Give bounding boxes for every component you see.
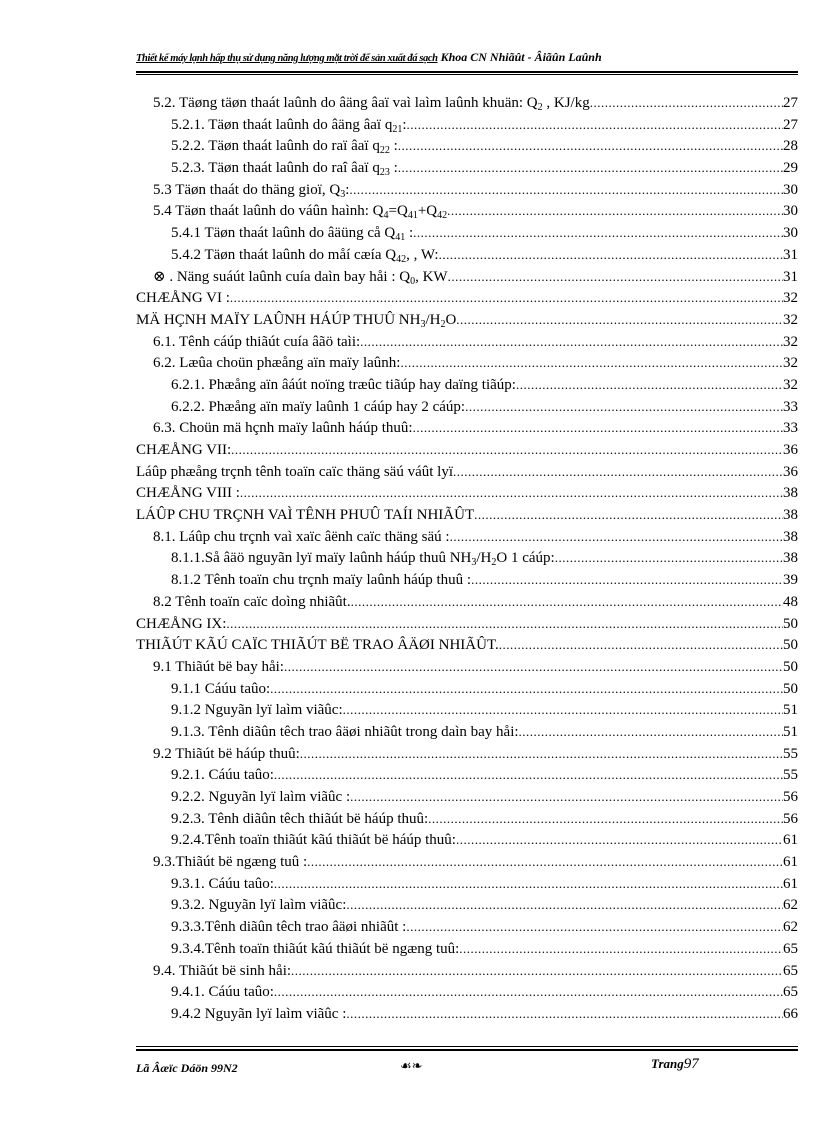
toc-entry[interactable] bbox=[136, 331, 798, 353]
toc-entry-title: 9.1.1 Cáúu taûo: bbox=[171, 680, 271, 697]
toc-leader-dots bbox=[360, 331, 783, 353]
toc-page-number: 30 bbox=[783, 203, 798, 220]
toc-entry[interactable] bbox=[136, 526, 798, 548]
toc-leader-dots bbox=[350, 786, 783, 808]
toc-entry[interactable] bbox=[136, 352, 798, 374]
toc-entry[interactable] bbox=[136, 699, 798, 721]
toc-entry[interactable] bbox=[136, 114, 798, 136]
toc-entry-title: 8.1. Láûp chu trçnh vaì xaïc âënh caïc thäng säú : bbox=[153, 528, 450, 545]
footer-author: Lã Âæïc Dáön 99N2 bbox=[136, 1061, 238, 1075]
toc-entry-title: 6.2.2. Phæång aïn maïy laûnh 1 cáúp hay 2 cáúp: bbox=[171, 398, 466, 415]
toc-leader-dots bbox=[407, 114, 784, 136]
toc-leader-dots bbox=[555, 547, 783, 569]
toc-entry-title: Láûp phæång trçnh tênh toaïn caïc thäng säú váût lyï bbox=[136, 463, 453, 480]
toc-page-number: 29 bbox=[783, 160, 798, 177]
toc-leader-dots bbox=[499, 634, 783, 656]
toc-entry[interactable] bbox=[136, 851, 798, 873]
toc-page-number: 51 bbox=[783, 702, 798, 719]
toc-page-number: 61 bbox=[783, 854, 798, 871]
toc-entry[interactable] bbox=[136, 743, 798, 765]
toc-page-number: 30 bbox=[783, 181, 798, 198]
toc-leader-dots bbox=[349, 179, 783, 201]
footer-page-number: 97 bbox=[683, 1056, 699, 1072]
toc-page-number: 50 bbox=[783, 615, 798, 632]
toc-entry-title: 5.2.2. Täøn thaát laûnh do raï âaï $q_{22}$ : bbox=[171, 138, 398, 157]
toc-entry-title: 9.2.3. Tênh diãûn têch thiãút bë háúp thuû: bbox=[171, 810, 429, 827]
toc-entry[interactable] bbox=[136, 656, 798, 678]
footer-rule-thin bbox=[136, 1046, 798, 1047]
toc-entry[interactable] bbox=[136, 374, 798, 396]
toc-entry[interactable] bbox=[136, 678, 798, 700]
toc-page-number: 51 bbox=[783, 723, 798, 740]
toc-leader-dots bbox=[413, 417, 783, 439]
toc-entry-title: 8.2 Tênh toaïn caïc doìng nhiãût. bbox=[153, 593, 351, 610]
toc-entry[interactable] bbox=[136, 634, 798, 656]
toc-leader-dots bbox=[300, 743, 783, 765]
toc-page-number: 32 bbox=[783, 376, 798, 393]
toc-page-number: 36 bbox=[783, 442, 798, 458]
toc-entry[interactable] bbox=[136, 461, 798, 483]
toc-leader-dots bbox=[450, 526, 783, 548]
toc-entry[interactable] bbox=[136, 960, 798, 982]
toc-page-number: 48 bbox=[783, 593, 798, 610]
page-header bbox=[136, 50, 796, 70]
toc-entry[interactable] bbox=[136, 829, 798, 851]
header-department: Khoa CN Nhiãût - Âiãûn Laûnh bbox=[440, 50, 602, 64]
toc-leader-dots bbox=[456, 309, 783, 331]
toc-entry-title: THIÃÚT KÃÚ CAÏC THIÃÚT BË TRAO ÂÄØI NHIÃÛT. bbox=[136, 637, 499, 654]
toc-entry[interactable] bbox=[136, 266, 798, 288]
toc-leader-dots bbox=[274, 873, 783, 895]
toc-entry[interactable] bbox=[136, 222, 798, 244]
toc-page-number: 31 bbox=[783, 268, 798, 285]
toc-entry-title: 9.2 Thiãút bë háúp thuû: bbox=[153, 745, 300, 762]
toc-entry-title: 8.1.2 Tênh toaïn chu trçnh maïy laûnh háúp thuû : bbox=[171, 572, 472, 589]
toc-entry[interactable] bbox=[136, 244, 798, 266]
toc-leader-dots bbox=[453, 461, 783, 483]
toc-entry-title: 6.3. Choün mä hçnh maïy laûnh háúp thuû: bbox=[153, 420, 413, 437]
toc-entry-title: CHÆÅNG VII: bbox=[136, 442, 232, 458]
toc-page-number: 62 bbox=[783, 919, 798, 936]
toc-entry[interactable] bbox=[136, 309, 798, 331]
toc-entry-title: 9.3.3.Tênh diãûn têch trao âäøi nhiãût : bbox=[171, 919, 407, 936]
toc-entry-title: 5.4.1 Täøn thaát laûnh do âäüng cå $Q_{41}$ : bbox=[171, 225, 414, 244]
toc-page-number: 65 bbox=[783, 940, 798, 957]
toc-page-number: 50 bbox=[783, 658, 798, 675]
toc-leader-dots bbox=[274, 764, 783, 786]
toc-entry-title: ⊗ . Näng suáút laûnh cuía daìn bay håi : $Q_0$, KW bbox=[153, 268, 448, 287]
toc-leader-dots bbox=[400, 352, 783, 374]
toc-leader-dots bbox=[231, 439, 783, 461]
toc-entry[interactable] bbox=[136, 1003, 798, 1025]
toc-leader-dots bbox=[398, 135, 783, 157]
toc-entry[interactable] bbox=[136, 808, 798, 830]
header-title: Thiết kế máy lạnh hấp thụ sử dụng năng lượng mặt trời để sản xuất đá sạch bbox=[136, 53, 438, 64]
toc-entry[interactable] bbox=[136, 200, 798, 222]
toc-leader-dots bbox=[284, 656, 783, 678]
toc-leader-dots bbox=[519, 721, 783, 743]
toc-leader-dots bbox=[448, 266, 783, 288]
toc-leader-dots bbox=[398, 157, 783, 179]
toc-page-number: 27 bbox=[783, 116, 798, 133]
toc-page-number: 55 bbox=[783, 767, 798, 784]
toc-entry-title: 9.1 Thiãút bë bay håi: bbox=[153, 658, 284, 675]
toc-entry-title: 6.2.1. Phæång aïn âáút noïng træûc tiãúp hay daïng tiãúp: bbox=[171, 376, 516, 393]
toc-entry-title: 9.2.4.Tênh toaïn thiãút kãú thiãút bë háúp thuû: bbox=[171, 832, 456, 849]
toc-entry[interactable] bbox=[136, 569, 798, 591]
toc-leader-dots bbox=[274, 981, 783, 1003]
toc-entry[interactable] bbox=[136, 721, 798, 743]
toc-entry[interactable] bbox=[136, 873, 798, 895]
toc-entry[interactable] bbox=[136, 396, 798, 418]
toc-entry-title: 6.1. Tênh cáúp thiãút cuía âãö taìi: bbox=[153, 333, 361, 350]
toc-page-number: 38 bbox=[783, 507, 798, 524]
toc-page-number: 33 bbox=[783, 398, 798, 415]
header-rule-thin bbox=[136, 74, 798, 75]
toc-entry-title: 9.1.2 Nguyãn lyï laìm viãûc: bbox=[171, 702, 343, 719]
toc-entry[interactable] bbox=[136, 786, 798, 808]
toc-entry-title: 9.3.2. Nguyãn lyï laìm viãûc: bbox=[171, 897, 347, 914]
toc-entry[interactable] bbox=[136, 613, 798, 635]
footer-ornament: ☙❧ bbox=[400, 1058, 423, 1073]
toc-leader-dots bbox=[240, 482, 783, 504]
toc-page-number: 38 bbox=[783, 550, 798, 567]
toc-entry[interactable] bbox=[136, 504, 798, 526]
toc-entry[interactable] bbox=[136, 764, 798, 786]
toc-page-number: 32 bbox=[783, 290, 798, 307]
toc-leader-dots bbox=[413, 222, 783, 244]
toc-page-number: 61 bbox=[783, 832, 798, 849]
toc-page-number: 56 bbox=[783, 810, 798, 827]
toc-entry[interactable] bbox=[136, 92, 798, 114]
toc-entry-title: 9.4.1. Cáúu taûo: bbox=[171, 984, 274, 1001]
toc-entry-title: 9.3.1. Cáúu taûo: bbox=[171, 875, 274, 892]
toc-entry-title: 9.1.3. Tênh diãûn têch trao âäøi nhiãût trong daìn bay håi: bbox=[171, 723, 519, 740]
toc-leader-dots bbox=[307, 851, 783, 873]
toc-page-number: 31 bbox=[783, 246, 798, 263]
toc-entry-title: CHÆÅNG IX: bbox=[136, 615, 227, 632]
toc-entry[interactable] bbox=[136, 417, 798, 439]
toc-leader-dots bbox=[351, 591, 783, 613]
toc-page-number: 32 bbox=[783, 355, 798, 372]
toc-entry[interactable] bbox=[136, 179, 798, 201]
toc-page-number: 61 bbox=[783, 875, 798, 892]
header-rule bbox=[136, 71, 798, 73]
toc-leader-dots bbox=[439, 244, 783, 266]
toc-entry-title: 9.2.1. Cáúu taûo: bbox=[171, 767, 274, 784]
toc-entry-title: 9.3.Thiãút bë ngæng tuû : bbox=[153, 854, 308, 871]
toc-page-number: 56 bbox=[783, 789, 798, 805]
table-of-contents bbox=[136, 92, 798, 1025]
toc-entry-title: 5.4 Täøn thaát laûnh do váûn haình: $Q_4=Q_{41}+Q_{42}$ bbox=[153, 203, 448, 222]
toc-entry-title: 6.2. Læûa choün phæång aïn maïy laûnh: bbox=[153, 355, 401, 372]
toc-entry-title: 9.3.4.Tênh toaïn thiãút kãú thiãút bë ngæng tuû: bbox=[171, 940, 460, 957]
footer-page bbox=[651, 1056, 699, 1073]
toc-entry-title: CHÆÅNG VIII : bbox=[136, 485, 240, 502]
toc-entry-title: 5.4.2 Täøn thaát laûnh do måí cæía $Q_{42}$, , W: bbox=[171, 246, 439, 265]
toc-leader-dots bbox=[346, 894, 783, 916]
toc-entry[interactable] bbox=[136, 591, 798, 613]
toc-page-number: 50 bbox=[783, 637, 798, 654]
toc-entry[interactable] bbox=[136, 981, 798, 1003]
toc-page-number: 55 bbox=[783, 745, 798, 762]
toc-entry[interactable] bbox=[136, 482, 798, 504]
toc-page-number: 27 bbox=[783, 95, 798, 111]
toc-leader-dots bbox=[230, 287, 783, 309]
toc-entry-title: CHÆÅNG VI : bbox=[136, 290, 230, 307]
toc-entry-title: 5.2. Täøng täøn thaát laûnh do âäng âaï vaì laìm laûnh khuän: $Q_2$ , KJ/kg bbox=[153, 95, 590, 113]
toc-leader-dots bbox=[459, 938, 783, 960]
toc-page-number: 38 bbox=[783, 485, 798, 502]
toc-page-number: 32 bbox=[783, 333, 798, 350]
toc-leader-dots bbox=[226, 613, 783, 635]
toc-entry[interactable] bbox=[136, 938, 798, 960]
toc-page-number: 66 bbox=[783, 1005, 798, 1022]
toc-entry[interactable] bbox=[136, 135, 798, 157]
toc-page-number: 28 bbox=[783, 138, 798, 155]
toc-entry[interactable] bbox=[136, 287, 798, 309]
toc-page-number: 62 bbox=[783, 897, 798, 914]
toc-leader-dots bbox=[428, 808, 783, 830]
toc-page-number: 50 bbox=[783, 680, 798, 697]
toc-leader-dots bbox=[270, 678, 783, 700]
toc-page-number: 65 bbox=[783, 984, 798, 1001]
toc-entry[interactable] bbox=[136, 547, 798, 569]
toc-leader-dots bbox=[474, 504, 783, 526]
toc-leader-dots bbox=[456, 829, 783, 851]
toc-leader-dots bbox=[516, 374, 783, 396]
toc-leader-dots bbox=[465, 396, 783, 418]
toc-entry-title: 9.2.2. Nguyãn lyï laìm viãûc : bbox=[171, 789, 351, 805]
toc-leader-dots bbox=[447, 200, 783, 222]
toc-entry[interactable] bbox=[136, 894, 798, 916]
toc-page-number: 36 bbox=[783, 463, 798, 480]
toc-entry-title: 8.1.1.Så âäö nguyãn lyï maïy laûnh háúp thuû $NH_3/H_2O$ 1 cáúp: bbox=[171, 550, 555, 569]
toc-page-number: 65 bbox=[783, 962, 798, 979]
footer-page-label: Trang bbox=[651, 1056, 684, 1071]
toc-entry-title: MÄ HÇNH MAÏY LAÛNH HÁÚP THUÛ $NH_3/H_2O$ bbox=[136, 311, 457, 330]
toc-page-number: 39 bbox=[783, 572, 798, 589]
toc-entry-title: 5.2.3. Täøn thaát laûnh do raî âaï $q_{23}$ : bbox=[171, 160, 398, 179]
toc-leader-dots bbox=[590, 92, 783, 114]
footer-rule bbox=[136, 1049, 798, 1051]
toc-leader-dots bbox=[471, 569, 783, 591]
toc-entry[interactable] bbox=[136, 157, 798, 179]
toc-entry-title: 5.2.1. Täøn thaát laûnh do âäng âaï $q_{21}$: bbox=[171, 116, 407, 135]
toc-entry[interactable] bbox=[136, 439, 798, 461]
toc-leader-dots bbox=[406, 916, 783, 938]
toc-entry[interactable] bbox=[136, 916, 798, 938]
toc-entry-title: 5.3 Täøn thaát do thäng gioï, $Q_3$: bbox=[153, 181, 350, 200]
toc-entry-title: LÁÛP CHU TRÇNH VAÌ TÊNH PHUÛ TAÍI NHIÃÛT bbox=[136, 507, 475, 524]
toc-entry-title: 9.4. Thiãút bë sinh håi: bbox=[153, 962, 292, 979]
toc-page-number: 32 bbox=[783, 311, 798, 328]
toc-page-number: 30 bbox=[783, 225, 798, 242]
toc-entry-title: 9.4.2 Nguyãn lyï laìm viãûc : bbox=[171, 1005, 347, 1022]
toc-leader-dots bbox=[343, 699, 783, 721]
toc-page-number: 38 bbox=[783, 528, 798, 545]
toc-leader-dots bbox=[291, 960, 783, 982]
toc-page-number: 33 bbox=[783, 420, 798, 437]
toc-leader-dots bbox=[346, 1003, 783, 1025]
